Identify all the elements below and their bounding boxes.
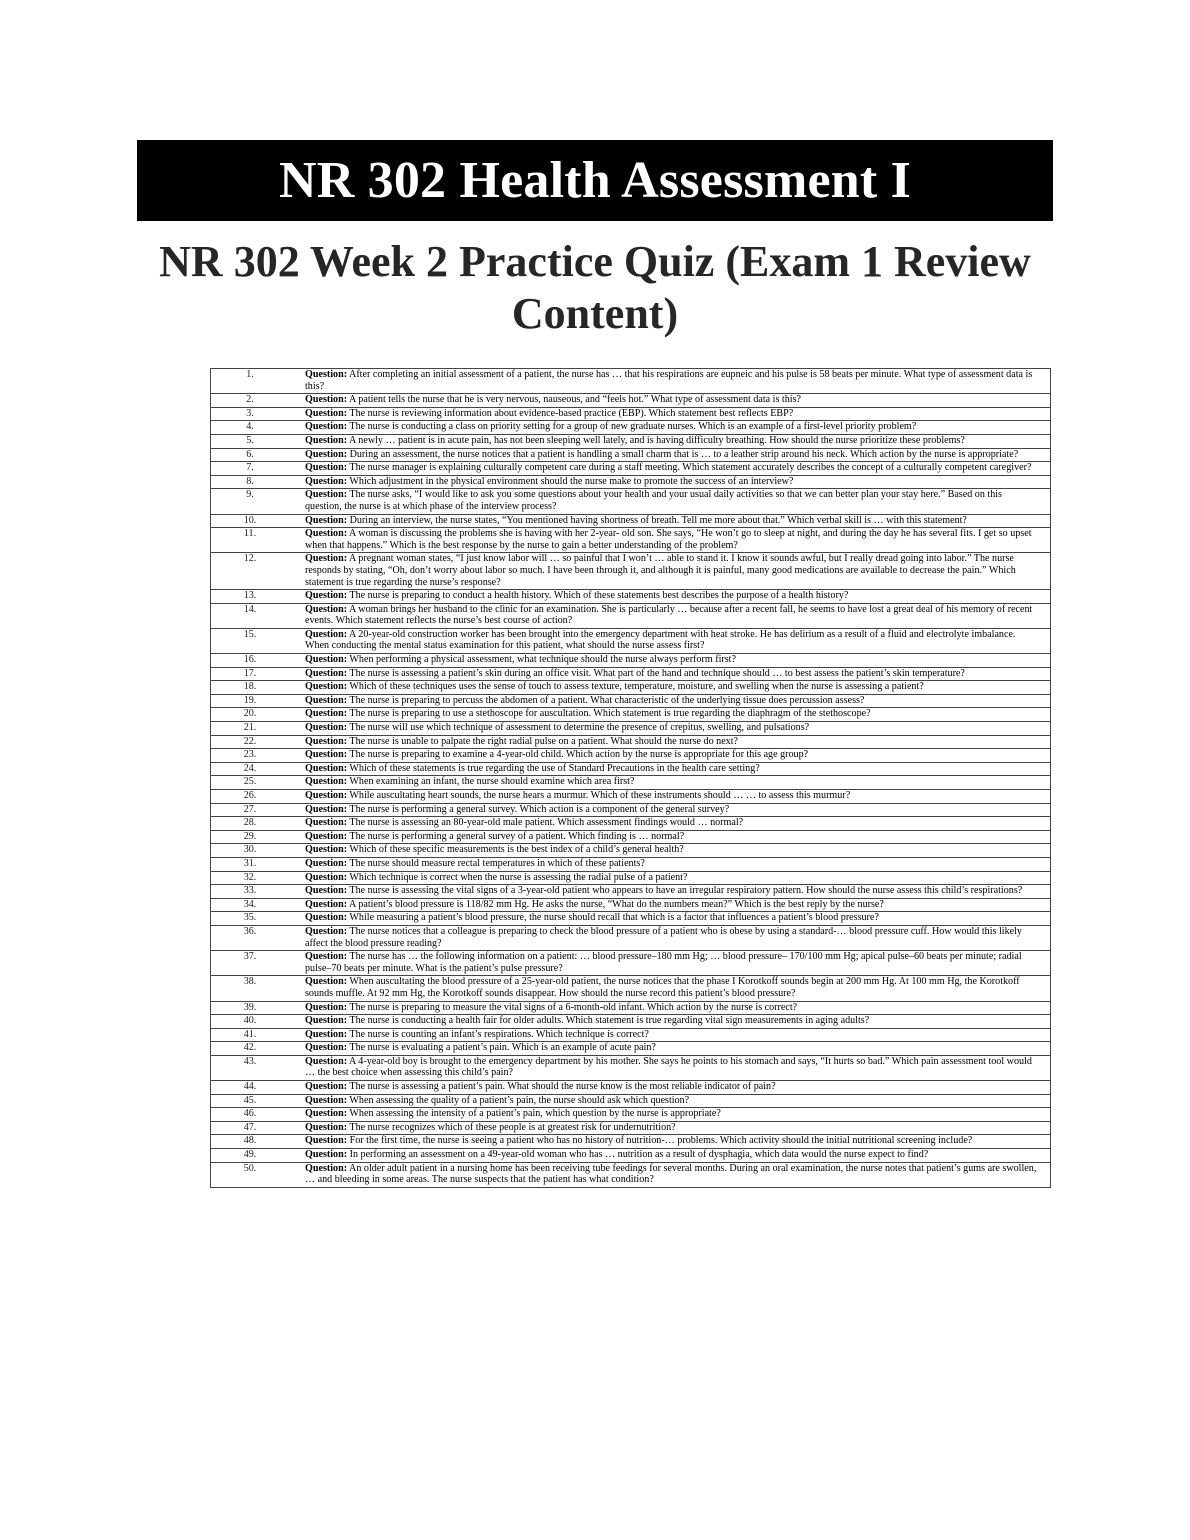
question-number: 32. [211, 871, 304, 885]
question-number: 8. [211, 475, 304, 489]
question-prefix: Question: [305, 817, 348, 829]
table-row [211, 790, 1051, 804]
title-banner [137, 140, 1053, 221]
question-prefix: Question: [305, 708, 348, 720]
question-number: 41. [211, 1028, 304, 1042]
question-prefix: Question: [305, 925, 348, 937]
table-row [211, 394, 1051, 408]
table-row [211, 803, 1051, 817]
question-cell [303, 1055, 1051, 1080]
question-cell [303, 369, 1051, 394]
question-prefix: Question: [305, 1162, 348, 1174]
question-text: Which of these specific measurements is the best index of a child’s general health? [349, 844, 684, 856]
question-cell [303, 925, 1051, 950]
table-row [211, 1162, 1051, 1187]
table-row [211, 844, 1051, 858]
question-number: 22. [211, 735, 304, 749]
question-cell [303, 857, 1051, 871]
question-number: 47. [211, 1121, 304, 1135]
question-cell [303, 803, 1051, 817]
question-cell [303, 885, 1051, 899]
table-row [211, 898, 1051, 912]
question-number: 20. [211, 708, 304, 722]
table-row [211, 1042, 1051, 1056]
table-row [211, 885, 1051, 899]
table-row [211, 1001, 1051, 1015]
question-prefix: Question: [305, 603, 348, 615]
table-row [211, 722, 1051, 736]
question-cell [303, 694, 1051, 708]
question-prefix: Question: [305, 462, 348, 474]
question-cell [303, 1162, 1051, 1187]
question-text: When performing a physical assessment, what technique should the nurse always perform first? [349, 654, 736, 666]
question-cell [303, 462, 1051, 476]
question-cell [303, 590, 1051, 604]
question-cell [303, 514, 1051, 528]
table-row [211, 1081, 1051, 1095]
question-prefix: Question: [305, 803, 348, 815]
question-text: Which technique is correct when the nurse is assessing the radial pulse of a patient? [349, 871, 688, 883]
question-text: The nurse notices that a colleague is preparing to check the blood pressure of a patient who is obese by using a standard-… blood pressure cuff. How would this likely affect the blood pressure reading? [305, 925, 1022, 949]
table-row [211, 603, 1051, 628]
question-prefix: Question: [305, 475, 348, 487]
question-cell [303, 951, 1051, 976]
question-cell [303, 762, 1051, 776]
question-cell [303, 735, 1051, 749]
table-row [211, 462, 1051, 476]
question-cell [303, 1094, 1051, 1108]
question-cell [303, 553, 1051, 590]
question-prefix: Question: [305, 407, 348, 419]
question-cell [303, 722, 1051, 736]
question-cell [303, 871, 1051, 885]
table-row [211, 667, 1051, 681]
question-number: 6. [211, 448, 304, 462]
question-text: The nurse is preparing to measure the vital signs of a 6-month-old infant. Which action by the nurse is correct? [349, 1001, 798, 1013]
question-prefix: Question: [305, 394, 348, 406]
question-cell [303, 421, 1051, 435]
table-row [211, 434, 1051, 448]
table-row [211, 749, 1051, 763]
question-cell [303, 912, 1051, 926]
question-text: The nurse is preparing to conduct a health history. Which of these statements best describes the purpose of a health history? [349, 590, 849, 602]
question-cell [303, 394, 1051, 408]
question-cell [303, 776, 1051, 790]
question-text: A patient’s blood pressure is 118/82 mm Hg. He asks the nurse, “What do the numbers mean?” Which is the best reply by the nurse? [349, 898, 884, 910]
question-number: 19. [211, 694, 304, 708]
question-text: A pregnant woman states, “I just know labor will … so painful that I won’t … able to stand it. I know it sounds awful, but I really dread going into labor.” The nurse responds by stating, “Oh, don’t worry about labor so much. I have been through it, and although it is painful, many good medications are available to decrease the pain.” Which statement is true regarding the nurse’s response? [305, 553, 1016, 588]
question-prefix: Question: [305, 489, 348, 501]
question-prefix: Question: [305, 871, 348, 883]
question-number: 39. [211, 1001, 304, 1015]
table-row [211, 817, 1051, 831]
question-prefix: Question: [305, 1081, 348, 1093]
question-prefix: Question: [305, 553, 348, 565]
question-prefix: Question: [305, 790, 348, 801]
question-text: A 4-year-old boy is brought to the emergency department by his mother. She says he points to his stomach and says, “It hurts so bad.” Which pain assessment tool would … the best choice when assessing this child’s pain? [305, 1055, 1032, 1079]
question-text: The nurse is conducting a health fair for older adults. Which statement is true regarding vital sign measurements in aging adults? [349, 1015, 870, 1027]
table-row [211, 475, 1051, 489]
table-row [211, 857, 1051, 871]
question-number: 26. [211, 790, 304, 804]
question-prefix: Question: [305, 951, 348, 963]
question-text: Which of these techniques uses the sense of touch to assess texture, temperature, moisture, and swelling when the nurse is assessing a patient? [349, 681, 924, 693]
question-cell [303, 1135, 1051, 1149]
question-text: While measuring a patient’s blood pressure, the nurse should recall that which is a factor that influences a patient’s blood pressure? [349, 912, 879, 924]
question-text: The nurse is performing a general survey. Which action is a component of the general survey? [349, 803, 730, 815]
question-prefix: Question: [305, 844, 348, 856]
question-text: The nurse manager is explaining culturally competent care during a staff meeting. Which statement accurately describes the concept of a culturally competent caregiver? [349, 462, 1032, 474]
question-cell [303, 475, 1051, 489]
question-prefix: Question: [305, 1042, 348, 1054]
table-row [211, 654, 1051, 668]
question-cell [303, 667, 1051, 681]
question-prefix: Question: [305, 448, 348, 460]
question-prefix: Question: [305, 857, 348, 869]
question-cell [303, 654, 1051, 668]
question-number: 37. [211, 951, 304, 976]
question-number: 29. [211, 830, 304, 844]
question-number: 16. [211, 654, 304, 668]
table-row [211, 694, 1051, 708]
table-row [211, 951, 1051, 976]
table-row [211, 407, 1051, 421]
question-prefix: Question: [305, 1015, 348, 1027]
question-cell [303, 448, 1051, 462]
question-number: 38. [211, 976, 304, 1001]
question-prefix: Question: [305, 912, 348, 924]
question-text: The nurse is counting an infant’s respirations. Which technique is correct? [349, 1028, 649, 1040]
question-number: 3. [211, 407, 304, 421]
table-row [211, 448, 1051, 462]
question-number: 28. [211, 817, 304, 831]
question-number: 23. [211, 749, 304, 763]
question-number: 35. [211, 912, 304, 926]
question-number: 40. [211, 1015, 304, 1029]
table-row [211, 776, 1051, 790]
question-number: 1. [211, 369, 304, 394]
question-prefix: Question: [305, 722, 348, 734]
question-text: The nurse is evaluating a patient’s pain. Which is an example of acute pain? [349, 1042, 656, 1054]
question-prefix: Question: [305, 1001, 348, 1013]
question-table [210, 368, 1051, 1188]
question-text: The nurse is preparing to use a stethoscope for auscultation. Which statement is true regarding the diaphragm of the stethoscope? [349, 708, 871, 720]
question-cell [303, 708, 1051, 722]
question-prefix: Question: [305, 681, 348, 693]
table-row [211, 1108, 1051, 1122]
question-number: 48. [211, 1135, 304, 1149]
table-row [211, 489, 1051, 514]
table-row [211, 514, 1051, 528]
question-prefix: Question: [305, 1149, 348, 1161]
question-prefix: Question: [305, 885, 348, 897]
question-number: 24. [211, 762, 304, 776]
question-number: 44. [211, 1081, 304, 1095]
question-prefix: Question: [305, 1121, 348, 1133]
question-number: 15. [211, 628, 304, 653]
question-cell [303, 1149, 1051, 1163]
question-cell [303, 817, 1051, 831]
question-text: A 20-year-old construction worker has been brought into the emergency department with heat stroke. He has delirium as a result of a fluid and electrolyte imbalance. When conducting the mental status examination for this patient, what should the nurse assess first? [305, 628, 1016, 652]
question-text: When examining an infant, the nurse should examine which area first? [349, 776, 635, 788]
question-text: Which of these statements is true regarding the use of Standard Precautions in the health care setting? [349, 762, 760, 774]
question-prefix: Question: [305, 1135, 348, 1147]
question-number: 25. [211, 776, 304, 790]
question-prefix: Question: [305, 735, 348, 747]
table-row [211, 528, 1051, 553]
question-number: 4. [211, 421, 304, 435]
question-text: When assessing the intensity of a patient’s pain, which question by the nurse is appropriate? [349, 1108, 721, 1120]
question-prefix: Question: [305, 628, 348, 640]
table-row [211, 708, 1051, 722]
question-cell [303, 1108, 1051, 1122]
question-cell [303, 1028, 1051, 1042]
question-number: 50. [211, 1162, 304, 1187]
question-text: After completing an initial assessment of a patient, the nurse has … that his respirations are eupneic and his pulse is 58 beats per minute. What type of assessment data is this? [305, 369, 1033, 392]
table-row [211, 590, 1051, 604]
question-cell [303, 749, 1051, 763]
question-text: The nurse is performing a general survey of a patient. Which finding is … normal? [349, 830, 685, 842]
question-text: A woman is discussing the problems she is having with her 2-year- old son. She says, “He won’t go to sleep at night, and during the day he has several fits. I get so upset when that happens.” Which is the best response by the nurse to gain a better understanding of the problem? [305, 528, 1032, 551]
question-number: 14. [211, 603, 304, 628]
question-text: In performing an assessment on a 49-year-old woman who has … nutrition as a result of dysphagia, which data would the nurse expect to find? [349, 1149, 929, 1161]
question-cell [303, 1015, 1051, 1029]
table-row [211, 628, 1051, 653]
question-text: The nurse recognizes which of these people is at greatest risk for undernutrition? [349, 1121, 676, 1133]
table-row [211, 1094, 1051, 1108]
table-row [211, 762, 1051, 776]
question-number: 45. [211, 1094, 304, 1108]
question-cell [303, 898, 1051, 912]
question-number: 9. [211, 489, 304, 514]
table-row [211, 369, 1051, 394]
question-text: During an assessment, the nurse notices that a patient is handling a small charm that is … to a leather strip around his neck. Which action by the nurse is appropriate? [349, 448, 1019, 460]
table-row [211, 553, 1051, 590]
question-prefix: Question: [305, 1055, 348, 1067]
question-cell [303, 407, 1051, 421]
question-number: 2. [211, 394, 304, 408]
question-cell [303, 830, 1051, 844]
question-text: The nurse should measure rectal temperatures in which of these patients? [349, 857, 645, 869]
question-number: 42. [211, 1042, 304, 1056]
question-text: The nurse is preparing to percuss the abdomen of a patient. What characteristic of the underlying tissue does percussion assess? [349, 694, 865, 706]
table-row [211, 925, 1051, 950]
question-cell [303, 681, 1051, 695]
question-prefix: Question: [305, 776, 348, 788]
question-number: 10. [211, 514, 304, 528]
question-table-body [211, 369, 1051, 1188]
table-row [211, 681, 1051, 695]
question-prefix: Question: [305, 514, 348, 526]
question-text: The nurse is conducting a class on priority setting for a group of new graduate nurses. Which is an example of a first-level priority problem? [349, 421, 917, 433]
table-row [211, 1028, 1051, 1042]
question-prefix: Question: [305, 1094, 348, 1106]
question-cell [303, 790, 1051, 804]
question-number: 27. [211, 803, 304, 817]
question-number: 13. [211, 590, 304, 604]
question-text: When auscultating the blood pressure of a 25-year-old patient, the nurse notices that the phase I Korotkoff sounds begin at 200 mm Hg. At 100 mm Hg, the Korotkoff sounds muffle. At 92 mm Hg, the Korotkoff sounds disappear. How should the nurse record this patient’s blood pressure? [305, 976, 1020, 999]
question-number: 11. [211, 528, 304, 553]
question-number: 21. [211, 722, 304, 736]
question-prefix: Question: [305, 654, 348, 666]
question-prefix: Question: [305, 694, 348, 706]
question-number: 5. [211, 434, 304, 448]
table-row [211, 871, 1051, 885]
question-number: 49. [211, 1149, 304, 1163]
question-number: 17. [211, 667, 304, 681]
table-row [211, 1055, 1051, 1080]
question-text: The nurse has … the following information on a patient: … blood pressure–180 mm Hg; … blood pressure– 170/100 mm Hg; apical pulse–60 beats per minute; radial pulse–70 beats per minute. What is the patient’s pulse pressure? [305, 951, 1022, 974]
question-number: 18. [211, 681, 304, 695]
question-number: 30. [211, 844, 304, 858]
question-cell [303, 528, 1051, 553]
question-text: The nurse is assessing an 80-year-old male patient. Which assessment findings would … normal? [349, 817, 744, 829]
question-text: The nurse is reviewing information about evidence-based practice (EBP). Which statement best reflects EBP? [349, 407, 794, 419]
question-text: The nurse is assessing a patient’s pain. What should the nurse know is the most reliable indicator of pain? [349, 1081, 776, 1093]
question-cell [303, 1121, 1051, 1135]
table-row [211, 976, 1051, 1001]
question-prefix: Question: [305, 898, 348, 910]
question-prefix: Question: [305, 976, 348, 988]
question-prefix: Question: [305, 667, 348, 679]
table-row [211, 830, 1051, 844]
question-number: 46. [211, 1108, 304, 1122]
question-cell [303, 976, 1051, 1001]
table-row [211, 1149, 1051, 1163]
question-text: A newly … patient is in acute pain, has not been sleeping well lately, and is having difficulty breathing. How should the nurse prioritize these problems? [349, 434, 965, 446]
question-prefix: Question: [305, 1028, 348, 1040]
table-row [211, 1121, 1051, 1135]
question-text: A patient tells the nurse that he is very nervous, nauseous, and “feels hot.” What type of assessment data is this? [349, 394, 801, 406]
question-prefix: Question: [305, 590, 348, 602]
question-text: The nurse is assessing a patient’s skin during an office visit. What part of the hand and technique should … to best assess the patient’s skin temperature? [349, 667, 965, 679]
question-text: A woman brings her husband to the clinic for an examination. She is particularly … because after a recent fall, he seems to have lost a great deal of his memory of recent events. Which statement reflects the nurse’s best course of action? [305, 603, 1033, 627]
table-row [211, 421, 1051, 435]
question-text: For the first time, the nurse is seeing a patient who has no history of nutrition-… problems. Which activity should the initial nutritional screening include? [349, 1135, 973, 1147]
question-prefix: Question: [305, 421, 348, 433]
question-cell [303, 434, 1051, 448]
question-number: 43. [211, 1055, 304, 1080]
question-text: During an interview, the nurse states, “You mentioned having shortness of breath. Tell me more about that.” Which verbal skill is … with this statement? [349, 514, 967, 526]
question-prefix: Question: [305, 762, 348, 774]
question-prefix: Question: [305, 369, 348, 380]
question-prefix: Question: [305, 749, 348, 761]
question-number: 31. [211, 857, 304, 871]
question-prefix: Question: [305, 830, 348, 842]
question-cell [303, 603, 1051, 628]
question-text: The nurse will use which technique of assessment to determine the presence of crepitus, swelling, and pulsations? [349, 722, 810, 734]
question-cell [303, 489, 1051, 514]
question-cell [303, 1001, 1051, 1015]
question-text: An older adult patient in a nursing home has been receiving tube feedings for several months. During an oral examination, the nurse notes that patient’s gums are swollen, … and bleeding in some areas. The nurse suspects that the patient has what condition? [305, 1162, 1037, 1186]
question-prefix: Question: [305, 528, 348, 540]
question-prefix: Question: [305, 1108, 348, 1120]
question-number: 33. [211, 885, 304, 899]
table-row [211, 1135, 1051, 1149]
question-number: 36. [211, 925, 304, 950]
banner-title: NR 302 Health Assessment I [278, 152, 912, 209]
document-subtitle: NR 302 Week 2 Practice Quiz (Exam 1 Review Content) [159, 237, 1031, 338]
question-text: The nurse is preparing to examine a 4-year-old child. Which action by the nurse is appropriate for this age group? [349, 749, 809, 761]
table-row [211, 735, 1051, 749]
table-row [211, 912, 1051, 926]
question-number: 7. [211, 462, 304, 476]
question-number: 12. [211, 553, 304, 590]
question-cell [303, 1042, 1051, 1056]
question-text: While auscultating heart sounds, the nurse hears a murmur. Which of these instruments should … … to assess this murmur? [349, 790, 851, 801]
table-row [211, 1015, 1051, 1029]
question-cell [303, 628, 1051, 653]
question-cell [303, 1081, 1051, 1095]
question-text: The nurse is unable to palpate the right radial pulse on a patient. What should the nurse do next? [349, 735, 739, 747]
question-cell [303, 844, 1051, 858]
question-number: 34. [211, 898, 304, 912]
question-text: The nurse is assessing the vital signs of a 3-year-old patient who appears to have an irregular respiratory pattern. How should the nurse assess this child’s respirations? [349, 885, 1023, 897]
question-text: When assessing the quality of a patient’s pain, the nurse should ask which question? [349, 1094, 690, 1106]
question-prefix: Question: [305, 434, 348, 446]
question-text: Which adjustment in the physical environment should the nurse make to promote the success of an interview? [349, 475, 794, 487]
question-text: The nurse asks, “I would like to ask you some questions about your health and your usual daily activities so that we can better plan your stay here.” Based on this question, the nurse is at which phase of the interview process? [305, 489, 1002, 512]
